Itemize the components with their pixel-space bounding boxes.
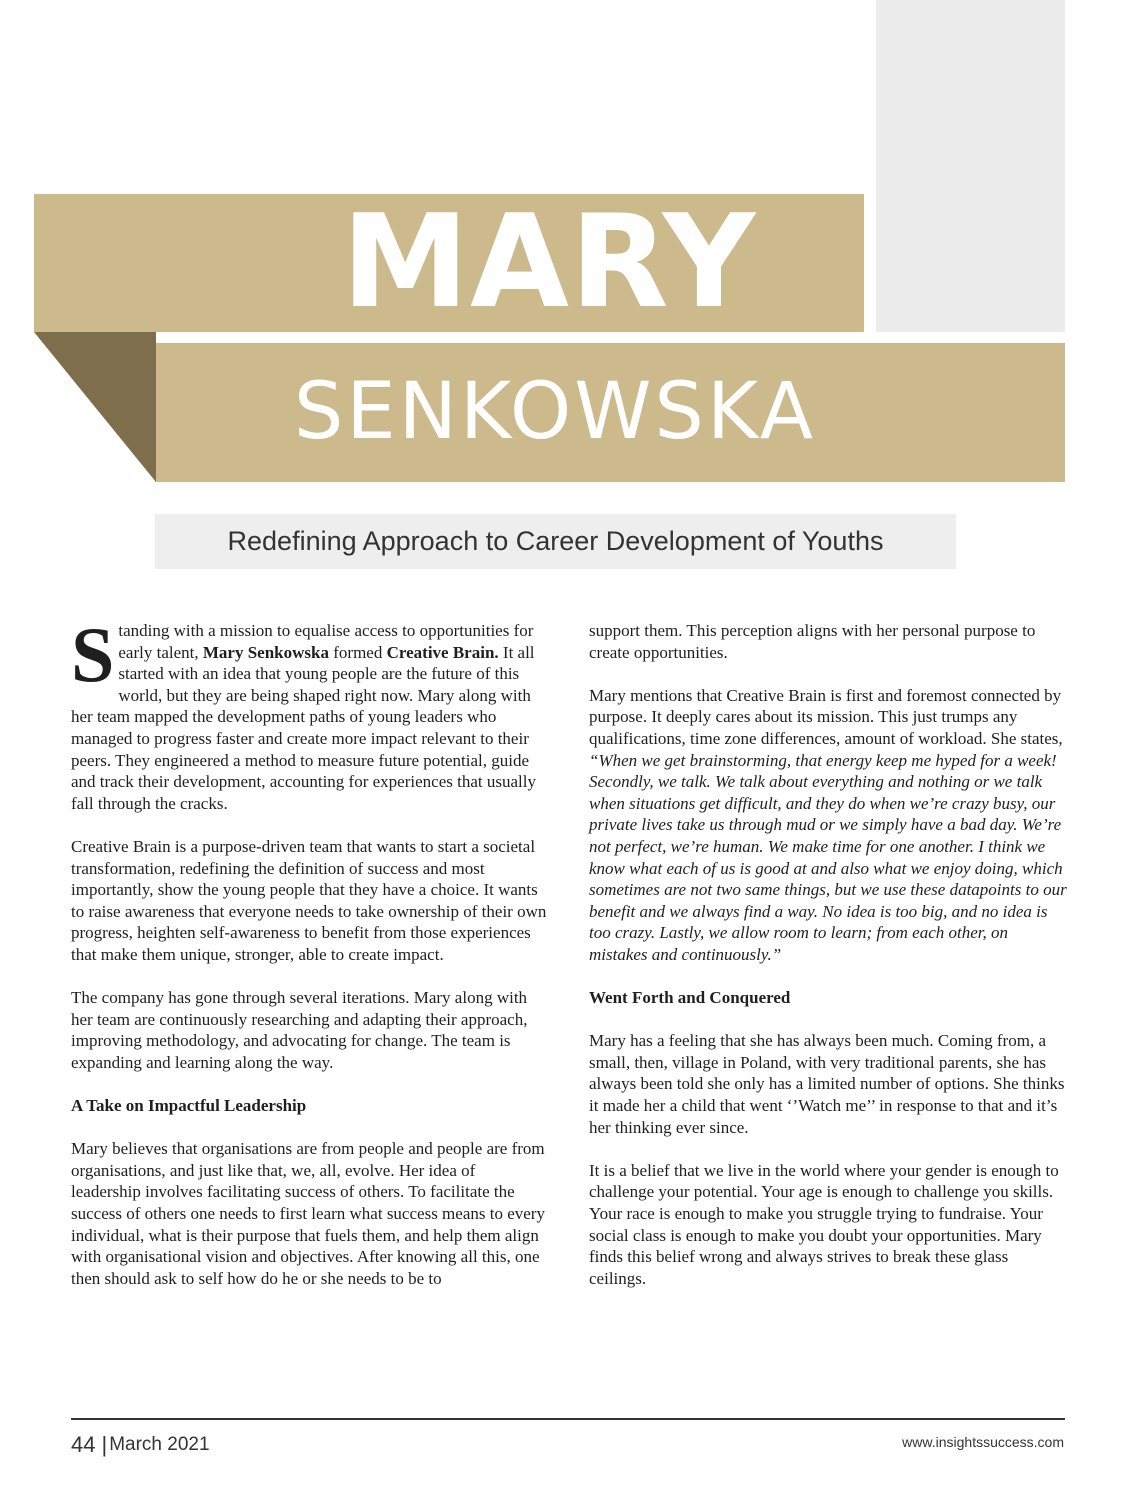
paragraph: Creative Brain is a purpose-driven team that wants to start a societal transformation, redefining the definition of success and most importantly, show the young people that they have a choice. It wants to raise awareness that everyone needs to take ownership of their own progress, heighten self-awareness to benefit from those experiences that make them unique, stronger, able to create impact.: [71, 836, 547, 964]
title-last-name: SENKOWSKA: [293, 367, 817, 457]
banner-fold-shadow: [34, 332, 156, 482]
right-column: [589, 620, 1067, 1311]
left-column: [71, 611, 549, 1311]
company-name: Creative Brain.: [386, 642, 499, 662]
drop-cap: S: [71, 611, 115, 698]
footer-divider: [71, 1418, 1065, 1420]
section-heading: A Take on Impactful Leadership: [71, 1096, 307, 1116]
paragraph: Mary mentions that Creative Brain is first and foremost connected by purpose. It deeply cares about its mission. This just trumps any qualifications, time zone differences, amount of workload. She states, “When we get brainstorming, that energy keep me hyped for a week! Secondly, we talk. We talk about everything and nothing or we talk when situations get difficult, and they do when we’re crazy busy, our private lives take us through mud or we simply have a bad day. We’re not perfect, we’re human. We make time for one another. I think we know what each of us is good at and also what we enjoy doing, which sometimes are not two same things, but we use these datapoints to our benefit and we always find a way. No idea is too big, and no idea is too crazy. Lastly, we allow room to learn; from each other, on mistakes and continuously.”: [589, 685, 1067, 964]
footer-page-info: [71, 1432, 210, 1458]
footer-separator: |: [101, 1432, 108, 1457]
article-subtitle: Redefining Approach to Career Development of Youths: [155, 514, 956, 569]
paragraph: support them. This perception aligns with her personal purpose to create opportunities.: [589, 621, 1036, 662]
paragraph: Standing with a mission to equalise access to opportunities for early talent, Mary Senkowska formed Creative Brain. It all started with an idea that young people are the future of this world, but they are being shaped right now. Mary along with her team mapped the development paths of young leaders who managed to progress faster and create more impact relevant to their peers. They engineered a method to measure future potential, guide and track their development, accounting for experiences that usually fall through the cracks.: [71, 611, 536, 813]
issue-date: March 2021: [109, 1434, 210, 1455]
paragraph: The company has gone through several iterations. Mary along with her team are continuously researching and adapting their approach, improving methodology, and advocating for change. The team is expanding and learning along the way.: [71, 988, 528, 1072]
section-heading: Went Forth and Conquered: [589, 988, 791, 1008]
title-first-name: MARY: [341, 188, 757, 337]
paragraph: It is a belief that we live in the world where your gender is enough to challenge your potential. Your age is enough to challenge you skills. Your race is enough to make you struggle trying to fundraise. Your social class is enough to make you doubt your opportunities. Mary finds this belief wrong and always strives to break these glass ceilings.: [589, 1160, 1059, 1288]
person-name: Mary Senkowska: [202, 642, 329, 662]
page-number: 44: [71, 1432, 96, 1457]
quote: “When we get brainstorming, that energy keep me hyped for a week! Secondly, we talk. We talk about everything and nothing or we talk when situations get difficult, and they do when we’re crazy busy, our private lives take us through mud or we simply have a bad day. We’re not perfect, we’re human. We make time for one another. I think we know what each of us is good at and also what we enjoy doing, which sometimes are not two same things, but we use these datapoints to our benefit and we always find a way. No idea is too big, and no idea is too crazy. Lastly, we allow room to learn; from each other, on mistakes and continuously.”: [589, 750, 1067, 964]
footer-website: www.insightssuccess.com: [902, 1434, 1064, 1450]
paragraph: Mary believes that organisations are from people and people are from organisations, and just like that, we, all, evolve. Her idea of leadership involves facilitating success of others. To facilitate the success of others one needs to first learn what success means to every individual, what is their purpose that fuels them, and help them align with organisational vision and objectives. After knowing all this, one then should ask to self how do he or she needs to be to: [71, 1139, 545, 1288]
paragraph: Mary has a feeling that she has always been much. Coming from, a small, then, village in Poland, with very traditional parents, she has always been told she only has a limited number of options. She thinks it made her a child that went ‘’Watch me’’ in response to that and it’s her thinking ever since.: [589, 1031, 1065, 1137]
